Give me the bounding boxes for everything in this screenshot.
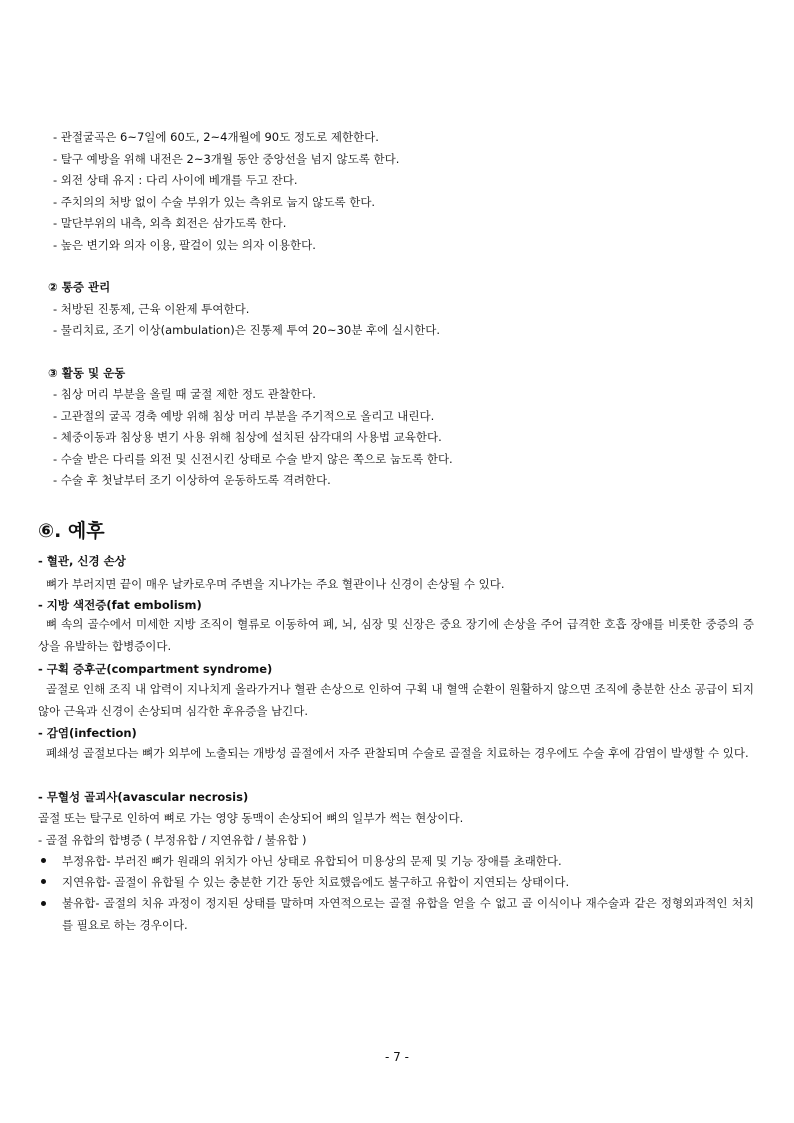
vascular-text: 뼈가 부러지면 끝이 매우 날카로우며 주변을 지나가는 주요 혈관이나 신경이 손상될 수 있다. (46, 577, 505, 591)
activity-section-title: ③ 활동 및 운동 (48, 366, 126, 380)
fat-embolism-text: 뼈 속의 골수에서 미세한 지방 조직이 혈류로 이동하여 폐, 뇌, 심장 및 신장은 중요 장기에 손상을 주어 급격한 호흡 장애를 비롯한 중증의 증상을 유발하는 합병증이다. (38, 617, 754, 653)
avn-title: - 무혈성 골괴사(avascular necrosis) (38, 790, 249, 804)
activity-item-1: - 침상 머리 부분을 올릴 때 굴절 제한 정도 관찰한다. (53, 387, 316, 401)
bullet-dot-icon (41, 858, 46, 863)
infection-text: 폐쇄성 골절보다는 뼈가 외부에 노출되는 개방성 골절에서 자주 관찰되며 수술로 골절을 치료하는 경우에도 수술 후에 감염이 발생할 수 있다. (46, 746, 749, 760)
rehab-item-4: - 주치의의 처방 없이 수술 부위가 있는 측위로 눕지 않도록 한다. (53, 195, 376, 209)
pain-item-1: - 처방된 진통제, 근육 이완제 투여한다. (53, 302, 250, 316)
malunion-item: 부정유합- 부러진 뼈가 원래의 위치가 아닌 상태로 유합되어 미용상의 문제 및 기능 장애를 초래한다. (62, 854, 562, 868)
pain-section-title: ② 통증 관리 (48, 280, 111, 294)
rehab-item-3: - 외전 상태 유지 : 다리 사이에 베개를 두고 잔다. (53, 173, 298, 187)
bullet-dot-icon (41, 879, 46, 884)
rehab-item-1: - 관절굴곡은 6~7일에 60도, 2~4개월에 90도 정도로 제한한다. (53, 130, 379, 144)
prognosis-heading: ⑥. 예후 (38, 520, 105, 542)
rehab-item-2: - 탈구 예방을 위해 내전은 2~3개월 동안 중앙선을 넘지 않도록 한다. (53, 152, 400, 166)
rehab-item-6: - 높은 변기와 의자 이용, 팔걸이 있는 의자 이용한다. (53, 238, 316, 252)
compartment-title: - 구획 증후군(compartment syndrome) (38, 662, 273, 676)
nonunion-item: 불유합- 골절의 치유 과정이 정지된 상태를 말하며 자연적으로는 골절 유합을 얻을 수 없고 골 이식이나 재수술과 같은 정형외과적인 처치를 필요로 하는 경우이다. (62, 896, 754, 932)
union-complications-title: - 골절 유합의 합병증 ( 부정유합 / 지연유합 / 불유합 ) (38, 833, 307, 847)
avn-text: 골절 또는 탈구로 인하여 뼈로 가는 영양 동맥이 손상되어 뼈의 일부가 썩는 현상이다. (38, 811, 464, 825)
delayed-union-item: 지연유합- 골절이 유합될 수 있는 충분한 기간 동안 치료했음에도 불구하고 유합이 지연되는 상태이다. (62, 875, 570, 889)
pain-item-2: - 물리치료, 조기 이상(ambulation)은 진통제 투여 20~30분 후에 실시한다. (53, 323, 440, 337)
bullet-dot-icon (41, 901, 46, 906)
vascular-title: - 혈관, 신경 손상 (38, 554, 126, 568)
rehab-item-5: - 말단부위의 내측, 외측 회전은 삼가도록 한다. (53, 216, 287, 230)
infection-title: - 감염(infection) (38, 726, 137, 740)
compartment-text: 골절로 인해 조직 내 압력이 지나치게 올라가거나 혈관 손상으로 인하여 구획 내 혈액 순환이 원활하지 않으면 조직에 충분한 산소 공급이 되지 않아 근육과 신경이 손상되며 심각한 후유증을 남긴다. (38, 682, 754, 718)
activity-item-4: - 수술 받은 다리를 외전 및 신전시킨 상태로 수술 받지 않은 쪽으로 눕도록 한다. (53, 452, 453, 466)
activity-item-3: - 체중이동과 침상용 변기 사용 위해 침상에 설치된 삼각대의 사용법 교육한다. (53, 430, 442, 444)
activity-item-2: - 고관절의 굴곡 경축 예방 위해 침상 머리 부분을 주기적으로 올리고 내린다. (53, 409, 435, 423)
page-number: - 7 - (385, 1050, 409, 1064)
fat-embolism-title: - 지방 색전증(fat embolism) (38, 598, 202, 612)
activity-item-5: - 수술 후 첫날부터 조기 이상하여 운동하도록 격려한다. (53, 473, 331, 487)
